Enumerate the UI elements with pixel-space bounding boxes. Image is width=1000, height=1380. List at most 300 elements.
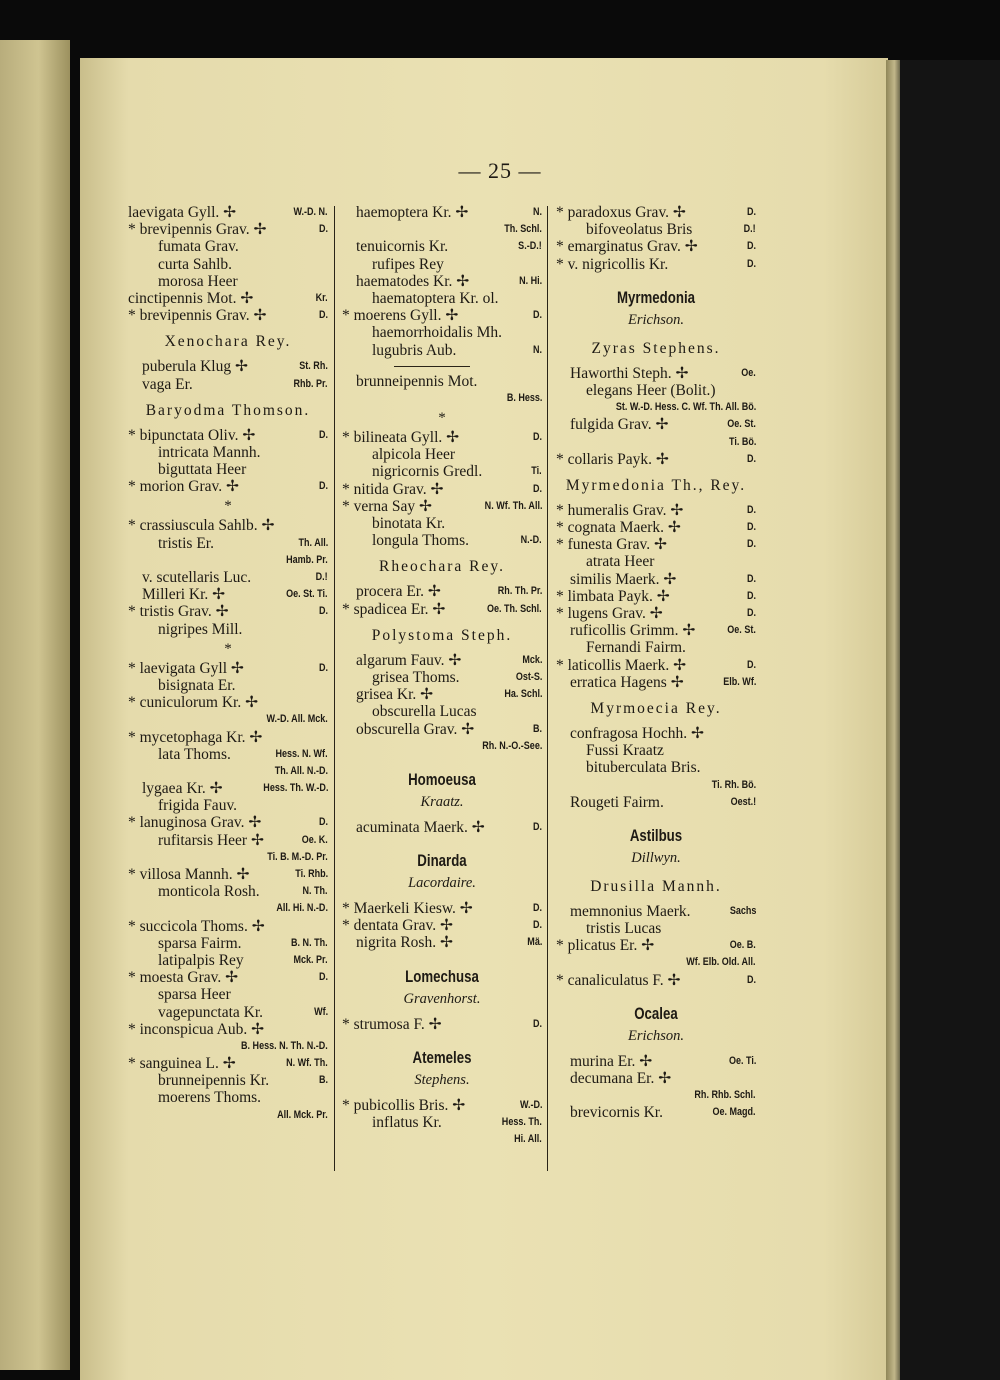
species-name: procera Er. ✢ (356, 583, 441, 601)
species-entry (128, 1038, 328, 1055)
species-entry (342, 917, 542, 934)
subgenus-heading: Polystoma Steph. (371, 626, 513, 644)
species-entry (128, 832, 328, 849)
distribution-label: D. (318, 605, 328, 618)
distribution-label: Rh. Rhb. Schl. (694, 1089, 756, 1102)
species-entry (556, 536, 756, 553)
species-entry (128, 797, 328, 814)
species-name: nigricornis Gredl. (372, 463, 483, 481)
distribution-label: D. (746, 240, 756, 253)
genus-heading: Myrmedonia (616, 287, 696, 307)
species-entry (128, 273, 328, 290)
species-entry (556, 954, 756, 971)
species-name: rufitarsis Heer ✢ (158, 831, 264, 849)
species-name: haemoptera Kr. ✢ (356, 204, 469, 221)
species-name: * cuniculorum Kr. ✢ (128, 694, 259, 712)
species-name: erratica Hagens ✢ (570, 673, 684, 691)
distribution-label: D. (746, 206, 756, 218)
species-entry (556, 972, 756, 989)
right-page-edge (886, 60, 900, 1380)
species-entry (342, 900, 542, 917)
subgenus-heading: Rheochara Rey. (379, 558, 505, 576)
species-entry (128, 1107, 328, 1124)
distribution-label: D. (318, 428, 328, 441)
species-name: vaga Er. (142, 375, 193, 393)
species-entry (128, 814, 328, 831)
species-entry (342, 390, 542, 407)
genus-author: Stephens. (414, 1071, 470, 1088)
distribution-label: N. (532, 206, 542, 218)
distribution-label: D. (318, 661, 328, 674)
subgenus-heading: Xenochara Rey. (164, 333, 292, 351)
species-name: curta Sahlb. (158, 255, 233, 273)
distribution-label: D.! (743, 223, 756, 236)
genus-author: Erichson. (628, 311, 684, 328)
species-name: * mycetophaga Kr. ✢ (128, 728, 263, 746)
species-name: * lanuginosa Grav. ✢ (128, 814, 262, 832)
distribution-label: Mck. (521, 653, 542, 666)
species-entry (342, 324, 542, 341)
genus-heading: Atemeles (412, 1047, 472, 1067)
column-2 (342, 204, 542, 1148)
species-entry (128, 221, 328, 238)
species-name: Haworthi Steph. ✢ (570, 364, 689, 382)
species-entry (556, 571, 756, 588)
distribution-label: D. (532, 482, 542, 495)
species-entry (556, 1087, 756, 1104)
species-name: * moerens Gyll. ✢ (342, 307, 459, 325)
species-name: biguttata Heer (158, 461, 247, 479)
species-name: fulgida Grav. ✢ (570, 416, 669, 434)
species-entry (556, 434, 756, 451)
distribution-label: Oe. Th. Schl. (487, 602, 542, 615)
species-entry (556, 1104, 756, 1121)
species-name: * bipunctata Oliv. ✢ (128, 426, 256, 444)
species-entry (342, 686, 542, 703)
species-entry (342, 256, 542, 273)
species-name: * limbata Payk. ✢ (556, 587, 670, 605)
species-name: * moesta Grav. ✢ (128, 969, 239, 987)
species-entry (128, 535, 328, 552)
distribution-label: Oe. St. Ti. (286, 588, 328, 601)
species-entry (128, 660, 328, 677)
species-entry (128, 256, 328, 273)
distribution-label: D. (318, 816, 328, 829)
species-name: * lugens Grav. ✢ (556, 605, 663, 622)
species-name: sparsa Heer (158, 986, 231, 1004)
genus-heading: Astilbus (629, 825, 683, 845)
species-entry (128, 849, 328, 866)
species-entry (342, 652, 542, 669)
distribution-label: Oe. St. (727, 418, 756, 431)
species-name: haemorrhoidalis Mh. (372, 324, 503, 342)
species-name: * nitida Grav. ✢ (342, 480, 444, 498)
species-name: v. scutellaris Luc. (142, 569, 252, 586)
genus-author: Lacordaire. (408, 875, 476, 892)
distribution-label: N. Th. (302, 885, 328, 898)
species-entry (556, 920, 756, 937)
species-name: Milleri Kr. ✢ (142, 586, 226, 604)
species-entry (556, 937, 756, 954)
species-entry (342, 373, 542, 390)
species-name: * v. nigricollis Kr. (556, 255, 669, 273)
distribution-label: N. (532, 343, 542, 356)
distribution-label: D. (318, 309, 328, 322)
species-name: obscurella Grav. ✢ (356, 720, 475, 738)
distribution-label: Ti. Bö. (728, 435, 756, 448)
distribution-label: Hi. All. (514, 1133, 542, 1146)
species-entry (128, 358, 328, 375)
genus-author: Kraatz. (420, 793, 464, 810)
species-name: * verna Say ✢ (342, 497, 433, 515)
species-entry (128, 1021, 328, 1038)
species-name: nigripes Mill. (158, 620, 243, 638)
species-entry (342, 819, 542, 836)
genus-heading: Dinarda (417, 851, 467, 871)
species-name: laevigata Gyll. ✢ (128, 204, 237, 221)
species-entry (556, 399, 756, 416)
species-entry (128, 478, 328, 495)
book-cover (900, 60, 1000, 1380)
genus-heading: Lomechusa (405, 966, 479, 986)
distribution-label: D. (318, 223, 328, 236)
distribution-label: Hess. Th. W.-D. (262, 782, 328, 795)
species-entry (342, 1016, 542, 1033)
species-entry (556, 221, 756, 238)
distribution-label: Wf. Elb. Old. All. (686, 956, 756, 969)
distribution-label: Oe. (741, 366, 756, 379)
species-entry (556, 725, 756, 742)
distribution-label: D. (532, 431, 542, 444)
species-entry (128, 238, 328, 255)
distribution-label: D. (532, 309, 542, 322)
species-name: * strumosa F. ✢ (342, 1015, 442, 1033)
distribution-label: N. Wf. Th. All. (484, 499, 542, 512)
species-entry (556, 1053, 756, 1070)
species-entry (128, 204, 328, 221)
distribution-label: Oe. St. (727, 624, 756, 637)
distribution-label: D. (532, 1017, 542, 1030)
asterisk-separator: * (438, 410, 446, 427)
species-entry (128, 711, 328, 728)
species-name: * brevipennis Grav. ✢ (128, 221, 267, 239)
species-name: frigida Fauv. (158, 797, 238, 815)
distribution-label: D. (532, 820, 542, 833)
species-name: lygaea Kr. ✢ (142, 780, 223, 798)
distribution-label: D. (532, 902, 542, 915)
species-name: atrata Heer (586, 553, 655, 571)
species-name: * emarginatus Grav. ✢ (556, 238, 698, 256)
species-name: bifoveolatus Bris (586, 221, 693, 239)
distribution-label: Oe. Magd. (712, 1106, 756, 1119)
column-rule (547, 206, 548, 1171)
species-name: * paradoxus Grav. ✢ (556, 204, 686, 221)
distribution-label: St. W.-D. Hess. C. Wf. Th. All. Bö. (615, 401, 756, 414)
species-entry (556, 416, 756, 433)
species-entry (128, 918, 328, 935)
species-entry (128, 517, 328, 534)
species-entry (342, 290, 542, 307)
distribution-label: Ti. Rh. Bö. (711, 778, 756, 791)
species-entry (342, 238, 542, 255)
species-entry (128, 621, 328, 638)
distribution-label: D. (746, 538, 756, 551)
distribution-label: W.-D. N. (293, 206, 328, 218)
species-name: alpicola Heer (372, 446, 456, 464)
species-name: nigrita Rosh. ✢ (356, 934, 453, 952)
species-entry (128, 427, 328, 444)
species-entry (556, 622, 756, 639)
species-entry (556, 502, 756, 519)
subgenus-heading: Zyras Stephens. (591, 339, 721, 357)
species-name: acuminata Maerk. ✢ (356, 818, 485, 836)
species-entry (342, 583, 542, 600)
species-name: brunneipennis Mot. (356, 372, 478, 390)
species-name: * tristis Grav. ✢ (128, 603, 229, 621)
species-entry (128, 1089, 328, 1106)
subgenus-heading: Myrmoecia Rey. (590, 699, 722, 717)
distribution-label: Oe. Ti. (728, 1054, 756, 1067)
distribution-label: Elb. Wf. (722, 675, 756, 688)
species-name: fumata Grav. (158, 238, 239, 256)
distribution-label: N. Wf. Th. (286, 1057, 328, 1070)
species-entry (342, 221, 542, 238)
distribution-label: D. (746, 658, 756, 671)
species-entry (128, 376, 328, 393)
species-entry (556, 256, 756, 273)
species-name: * inconspicua Aub. ✢ (128, 1020, 265, 1038)
distribution-label: All. Hi. N.-D. (276, 902, 328, 915)
species-name: * collaris Payk. ✢ (556, 450, 669, 468)
species-entry (342, 703, 542, 720)
species-entry (556, 204, 756, 221)
column-rule (334, 206, 335, 1171)
distribution-label: B. Hess. (506, 391, 542, 404)
species-name: tristis Er. (158, 534, 214, 552)
species-entry (128, 1055, 328, 1072)
species-name: puberula Klug ✢ (142, 358, 248, 376)
species-entry (128, 694, 328, 711)
asterisk-separator: * (224, 498, 232, 515)
genus-author: Erichson. (628, 1027, 684, 1044)
distribution-label: D. (746, 973, 756, 986)
species-name: * funesta Grav. ✢ (556, 536, 667, 554)
distribution-label: D. (746, 589, 756, 602)
distribution-label: D. (746, 257, 756, 270)
species-entry (128, 969, 328, 986)
species-name: confragosa Hochh. ✢ (570, 724, 704, 742)
subgenus-heading: Drusilla Mannh. (590, 877, 722, 895)
distribution-label: Hess. N. Wf. (275, 747, 328, 760)
species-name: cinctipennis Mot. ✢ (128, 289, 254, 307)
species-name: grisea Kr. ✢ (356, 686, 434, 704)
species-entry (556, 657, 756, 674)
species-name: * Maerkeli Kiesw. ✢ (342, 900, 473, 918)
species-entry (556, 588, 756, 605)
species-entry (342, 463, 542, 480)
species-entry (342, 1131, 542, 1148)
distribution-label: N. Hi. (518, 274, 542, 287)
species-entry (128, 1072, 328, 1089)
distribution-label: St. Rh. (299, 360, 328, 373)
species-name: bisignata Er. (158, 676, 236, 694)
distribution-label: Th. Schl. (504, 223, 542, 236)
distribution-label: Kr. (315, 291, 328, 304)
distribution-label: Th. All. N.-D. (274, 764, 328, 777)
species-entry (128, 552, 328, 569)
species-name: * spadicea Er. ✢ (342, 600, 446, 618)
species-name: elegans Heer (Bolit.) (586, 381, 716, 399)
distribution-label: N.-D. (520, 534, 542, 547)
species-entry (128, 746, 328, 763)
species-name: * morion Grav. ✢ (128, 478, 239, 496)
column-1 (128, 204, 328, 1124)
species-entry (342, 669, 542, 686)
distribution-label: W.-D. All. Mck. (266, 713, 328, 726)
species-name: * cognata Maerk. ✢ (556, 519, 681, 537)
distribution-label: W.-D. (519, 1098, 542, 1111)
species-name: Rougeti Fairm. (570, 793, 664, 811)
species-entry (556, 903, 756, 920)
distribution-label: D. (746, 503, 756, 516)
distribution-label: B. N. Th. (291, 936, 328, 949)
species-entry (128, 569, 328, 586)
species-name: * dentata Grav. ✢ (342, 917, 453, 935)
distribution-label: B. (318, 1074, 328, 1087)
species-name: intricata Mannh. (158, 443, 261, 461)
distribution-label: Sachs (729, 904, 756, 917)
species-entry (556, 777, 756, 794)
species-name: grisea Thoms. (372, 668, 460, 686)
species-entry (128, 763, 328, 780)
species-entry (128, 1004, 328, 1021)
species-entry (556, 674, 756, 691)
species-entry (342, 1114, 542, 1131)
distribution-label: All. Mck. Pr. (277, 1108, 328, 1121)
species-name: * laevigata Gyll ✢ (128, 659, 244, 677)
species-entry (128, 900, 328, 917)
species-entry (128, 444, 328, 461)
species-name: rufipes Rey (372, 255, 444, 273)
distribution-label: Ti. B. M.-D. Pr. (267, 850, 328, 863)
distribution-label: Ost-S. (515, 670, 542, 683)
species-entry (128, 461, 328, 478)
species-name: lata Thoms. (158, 745, 231, 763)
species-entry (556, 742, 756, 759)
distribution-label: D. (318, 480, 328, 493)
page-number: — 25 — (458, 158, 542, 183)
species-entry (556, 519, 756, 536)
distribution-label: D. (746, 572, 756, 585)
species-entry (342, 721, 542, 738)
distribution-label: Rh. Th. Pr. (497, 585, 542, 598)
species-entry (556, 238, 756, 255)
distribution-label: Oest.! (730, 795, 756, 808)
species-entry (128, 952, 328, 969)
distribution-label: S.-D.! (518, 240, 542, 253)
species-name: monticola Rosh. (158, 883, 260, 901)
species-entry (342, 738, 542, 755)
distribution-label: Oe. K. (301, 833, 328, 846)
species-name: * canaliculatus F. ✢ (556, 971, 681, 989)
species-entry (342, 934, 542, 951)
species-entry (556, 451, 756, 468)
species-entry (556, 382, 756, 399)
species-name: longula Thoms. (372, 532, 470, 550)
species-entry (128, 586, 328, 603)
distribution-label: D. (746, 521, 756, 534)
species-name: tenuicornis Kr. (356, 238, 449, 256)
species-entry (128, 290, 328, 307)
distribution-label: D. (532, 919, 542, 932)
distribution-label: D. (318, 971, 328, 984)
species-name: Fussi Kraatz (586, 742, 664, 760)
species-entry (128, 677, 328, 694)
species-name: latipalpis Rey (158, 951, 244, 969)
species-name: Fernandi Fairm. (586, 639, 686, 657)
species-entry (128, 866, 328, 883)
subgenus-heading: Myrmedonia Th., Rey. (565, 476, 747, 494)
species-name: haematoptera Kr. ol. (372, 289, 499, 307)
distribution-label: B. Hess. N. Th. N.-D. (241, 1039, 328, 1052)
species-entry (342, 342, 542, 359)
species-entry (342, 307, 542, 324)
genus-author: Gravenhorst. (403, 990, 481, 1007)
species-name: * pubicollis Bris. ✢ (342, 1096, 466, 1114)
species-entry (556, 365, 756, 382)
column-3 (556, 204, 756, 1122)
species-name: * villosa Mannh. ✢ (128, 866, 250, 883)
species-name: haematodes Kr. ✢ (356, 272, 470, 290)
species-name: * bilineata Gyll. ✢ (342, 429, 460, 447)
distribution-label: Th. All. (298, 536, 328, 549)
species-name: morosa Heer (158, 272, 238, 290)
species-entry (128, 883, 328, 900)
species-name: murina Er. ✢ (570, 1052, 653, 1070)
subgenus-heading: Baryodma Thomson. (145, 401, 311, 419)
species-entry (128, 603, 328, 620)
species-name: * plicatus Er. ✢ (556, 937, 655, 955)
genus-heading: Homoeusa (408, 769, 476, 789)
species-name: * sanguinea L. ✢ (128, 1055, 236, 1073)
species-entry (128, 307, 328, 324)
distribution-label: Hess. Th. (501, 1116, 542, 1128)
species-entry (128, 935, 328, 952)
genus-author: Dillwyn. (631, 849, 681, 866)
species-entry (128, 986, 328, 1003)
distribution-label: Ti. (531, 465, 542, 478)
species-name: decumana Er. ✢ (570, 1070, 672, 1087)
species-name: brunneipennis Kr. (158, 1072, 270, 1090)
species-name: vagepunctata Kr. (158, 1003, 264, 1021)
species-entry (342, 601, 542, 618)
distribution-label: Mck. Pr. (293, 953, 328, 966)
distribution-label: Oe. B. (729, 939, 756, 952)
species-name: memnonius Maerk. (570, 902, 691, 920)
species-entry (342, 532, 542, 549)
species-name: * humeralis Grav. ✢ (556, 501, 684, 519)
species-name: brevicornis Kr. (570, 1104, 663, 1122)
species-name: binotata Kr. (372, 515, 446, 532)
species-name: moerens Thoms. (158, 1089, 262, 1107)
species-entry (128, 780, 328, 797)
species-name: inflatus Kr. (372, 1114, 442, 1131)
species-entry (342, 204, 542, 221)
distribution-label: Rhb. Pr. (293, 377, 328, 390)
species-entry (128, 729, 328, 746)
distribution-label: Wf. (313, 1005, 328, 1018)
short-rule (342, 359, 542, 373)
